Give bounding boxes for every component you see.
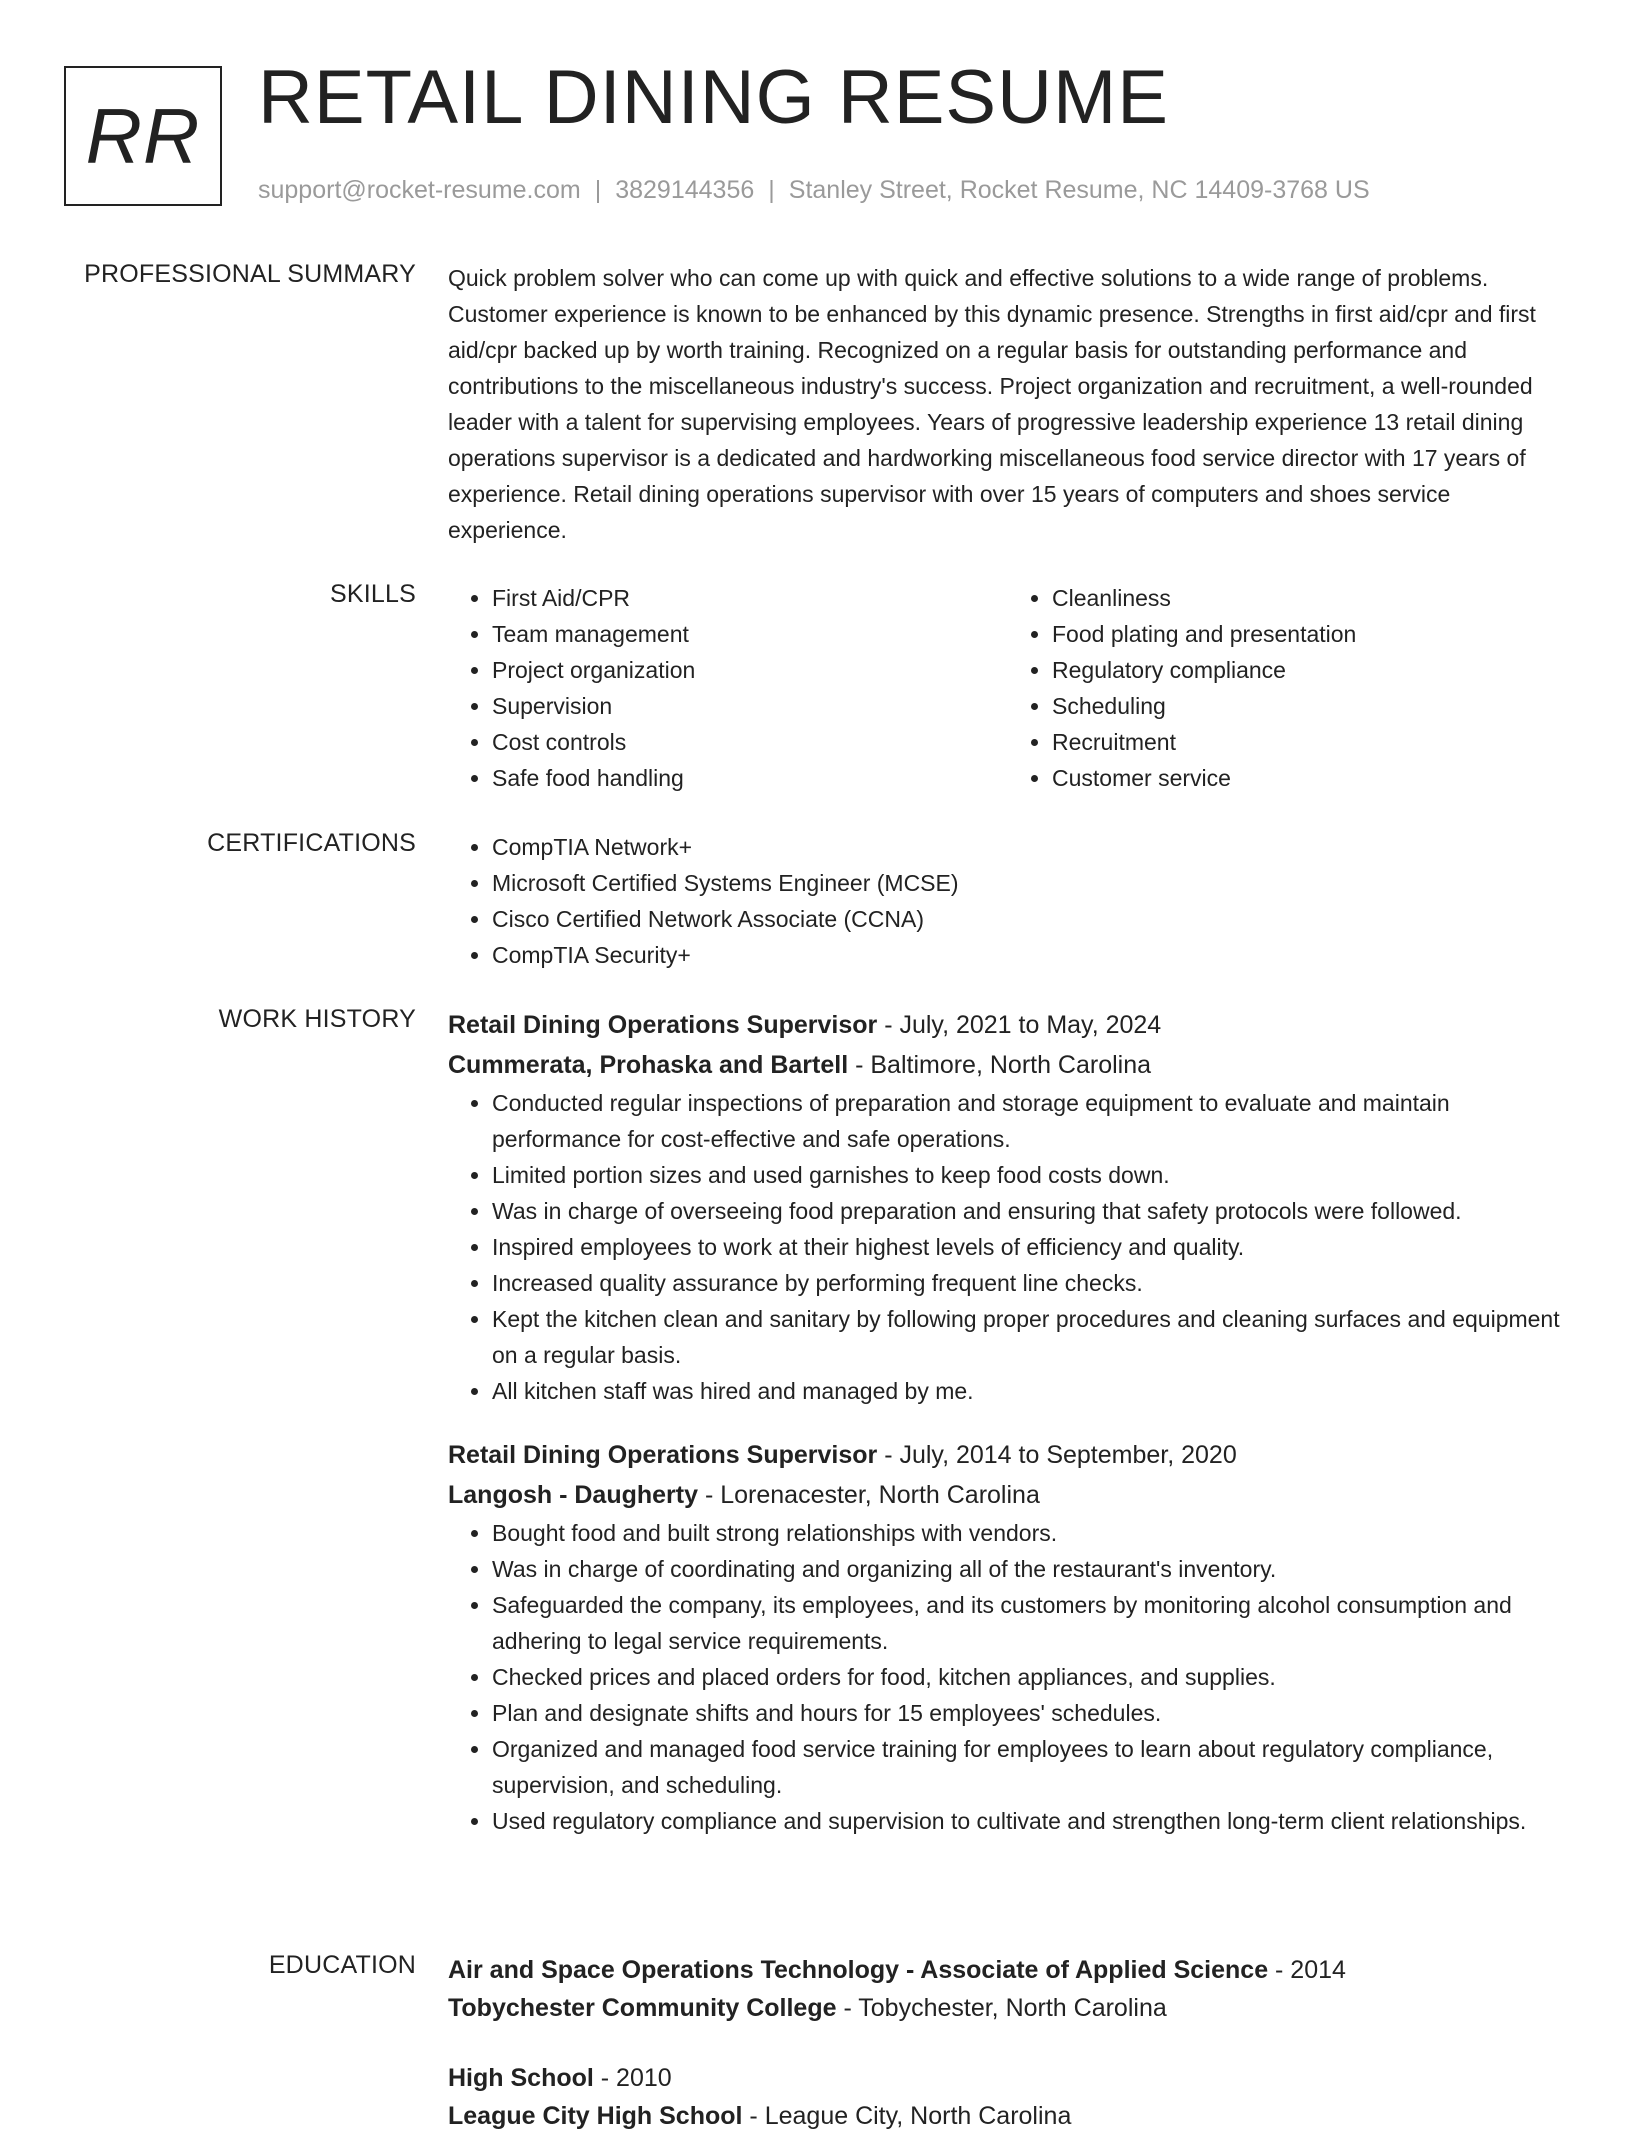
summary-text: Quick problem solver who can come up with quick and effective solutions to a wide range of problems. Customer experience is known to be enhanced by this dynamic presence. Strengths in first aid/cpr and first aid/cpr backed up by worth training. Recognized on a regular basis for outstanding performance and contributions to the miscellaneous industry's success. Project organization and recruitment, a well-rounded leader with a talent for supervising employees. Years of progressive leadership experience 13 retail dining operations supervisor is a dedicated and hardworking miscellaneous food service director with 17 years of experience. Retail dining operations supervisor with over 15 years of computers and shoes service experience. <box>448 265 1536 543</box>
education-location: - League City, North Carolina <box>742 2102 1072 2130</box>
job-bullet: • Was in charge of coordinating and organizing all of the restaurant's inventory. <box>492 1551 1568 1587</box>
skills-list-left <box>448 580 1008 796</box>
job-company-line <box>448 1045 1568 1085</box>
job-bullet: • Checked prices and placed orders for food, kitchen appliances, and supplies. <box>492 1659 1568 1695</box>
contact-phone: 3829144356 <box>615 176 755 204</box>
certifications-content <box>448 829 1568 973</box>
skill-item: • Project organization <box>492 652 1008 688</box>
section-label-skills: SKILLS <box>330 580 416 608</box>
job-entry <box>448 1005 1568 1409</box>
contact-separator: | <box>768 176 775 204</box>
education-school: Tobychester Community College <box>448 1994 837 2022</box>
skill-item: • Safe food handling <box>492 760 1008 796</box>
job-entry <box>448 1435 1568 1839</box>
skill-item: • First Aid/CPR <box>492 580 1008 616</box>
certifications-list <box>448 829 1568 973</box>
job-bullet: • Increased quality assurance by performing frequent line checks. <box>492 1265 1568 1301</box>
section-label-work: WORK HISTORY <box>218 1005 416 1033</box>
monogram-logo: RR <box>64 66 222 206</box>
certification-item: • Cisco Certified Network Associate (CCNA) <box>492 901 1568 937</box>
section-label-summary: PROFESSIONAL SUMMARY <box>84 260 416 288</box>
section-label-certifications: CERTIFICATIONS <box>207 829 416 857</box>
job-bullet: • Plan and designate shifts and hours for 15 employees' schedules. <box>492 1695 1568 1731</box>
job-location: - Lorenacester, North Carolina <box>698 1481 1040 1509</box>
contact-separator: | <box>594 176 602 204</box>
job-dates: - July, 2014 to September, 2020 <box>877 1441 1237 1469</box>
certification-item: • CompTIA Security+ <box>492 937 1568 973</box>
skill-item: • Regulatory compliance <box>1052 652 1568 688</box>
job-bullet: • Limited portion sizes and used garnishes to keep food costs down. <box>492 1157 1568 1193</box>
education-entry <box>448 1951 1568 2027</box>
job-title: Retail Dining Operations Supervisor <box>448 1441 878 1469</box>
education-degree-line <box>448 1951 1568 1989</box>
job-company: Cummerata, Prohaska and Bartell <box>448 1051 849 1079</box>
job-bullet: • Inspired employees to work at their highest levels of efficiency and quality. <box>492 1229 1568 1265</box>
skill-item: • Supervision <box>492 688 1008 724</box>
contact-line <box>258 176 1370 205</box>
skill-item: • Team management <box>492 616 1008 652</box>
job-title-line <box>448 1005 1568 1045</box>
education-year: - 2010 <box>593 2064 672 2092</box>
certification-item: • CompTIA Network+ <box>492 829 1568 865</box>
job-dates: - July, 2021 to May, 2024 <box>877 1011 1162 1039</box>
certification-item: • Microsoft Certified Systems Engineer (MCSE) <box>492 865 1568 901</box>
skill-item: • Cleanliness <box>1052 580 1568 616</box>
contact-email: support@rocket-resume.com <box>258 176 581 204</box>
skill-item: • Customer service <box>1052 760 1568 796</box>
work-content <box>448 1005 1568 1839</box>
summary-content <box>448 260 1568 548</box>
job-bullets <box>448 1085 1568 1409</box>
skill-item: • Recruitment <box>1052 724 1568 760</box>
education-year: - 2014 <box>1268 1956 1346 1984</box>
education-school-line <box>448 2097 1568 2135</box>
contact-address: Stanley Street, Rocket Resume, NC 14409-3768 US <box>788 176 1370 204</box>
skill-item: • Scheduling <box>1052 688 1568 724</box>
job-bullet: • All kitchen staff was hired and managed by me. <box>492 1373 1568 1409</box>
education-degree: High School <box>448 2064 594 2092</box>
education-school: League City High School <box>448 2102 743 2130</box>
job-bullet: • Kept the kitchen clean and sanitary by following proper procedures and cleaning surfaces and equipment on a regular basis. <box>492 1301 1568 1373</box>
job-company: Langosh - Daugherty <box>448 1481 699 1509</box>
job-bullet: • Used regulatory compliance and supervision to cultivate and strengthen long-term client relationships. <box>492 1803 1568 1839</box>
section-label-education: EDUCATION <box>268 1951 416 1979</box>
job-bullet: • Bought food and built strong relationships with vendors. <box>492 1515 1568 1551</box>
education-school-line <box>448 1989 1568 2027</box>
skill-item: • Cost controls <box>492 724 1008 760</box>
job-bullet: • Organized and managed food service training for employees to learn about regulatory compliance, supervision, and scheduling. <box>492 1731 1568 1803</box>
job-location: - Baltimore, North Carolina <box>848 1051 1152 1079</box>
education-entry <box>448 2059 1568 2135</box>
job-bullet: • Safeguarded the company, its employees, and its customers by monitoring alcohol consumption and adhering to legal service requirements. <box>492 1587 1568 1659</box>
education-degree: Air and Space Operations Technology - Associate of Applied Science <box>448 1956 1269 1984</box>
skills-content <box>448 580 1568 796</box>
education-degree-line <box>448 2059 1568 2097</box>
job-bullet: • Conducted regular inspections of preparation and storage equipment to evaluate and maintain performance for cost-effective and safe operations. <box>492 1085 1568 1157</box>
job-title: Retail Dining Operations Supervisor <box>448 1011 878 1039</box>
resume-title: RETAIL DINING RESUME <box>258 55 1169 140</box>
job-title-line <box>448 1435 1568 1475</box>
education-content <box>448 1951 1568 2135</box>
job-bullet: • Was in charge of overseeing food preparation and ensuring that safety protocols were followed. <box>492 1193 1568 1229</box>
job-company-line <box>448 1475 1568 1515</box>
skill-item: • Food plating and presentation <box>1052 616 1568 652</box>
education-location: - Tobychester, North Carolina <box>836 1994 1167 2022</box>
job-bullets <box>448 1515 1568 1839</box>
skills-list-right <box>1008 580 1568 796</box>
